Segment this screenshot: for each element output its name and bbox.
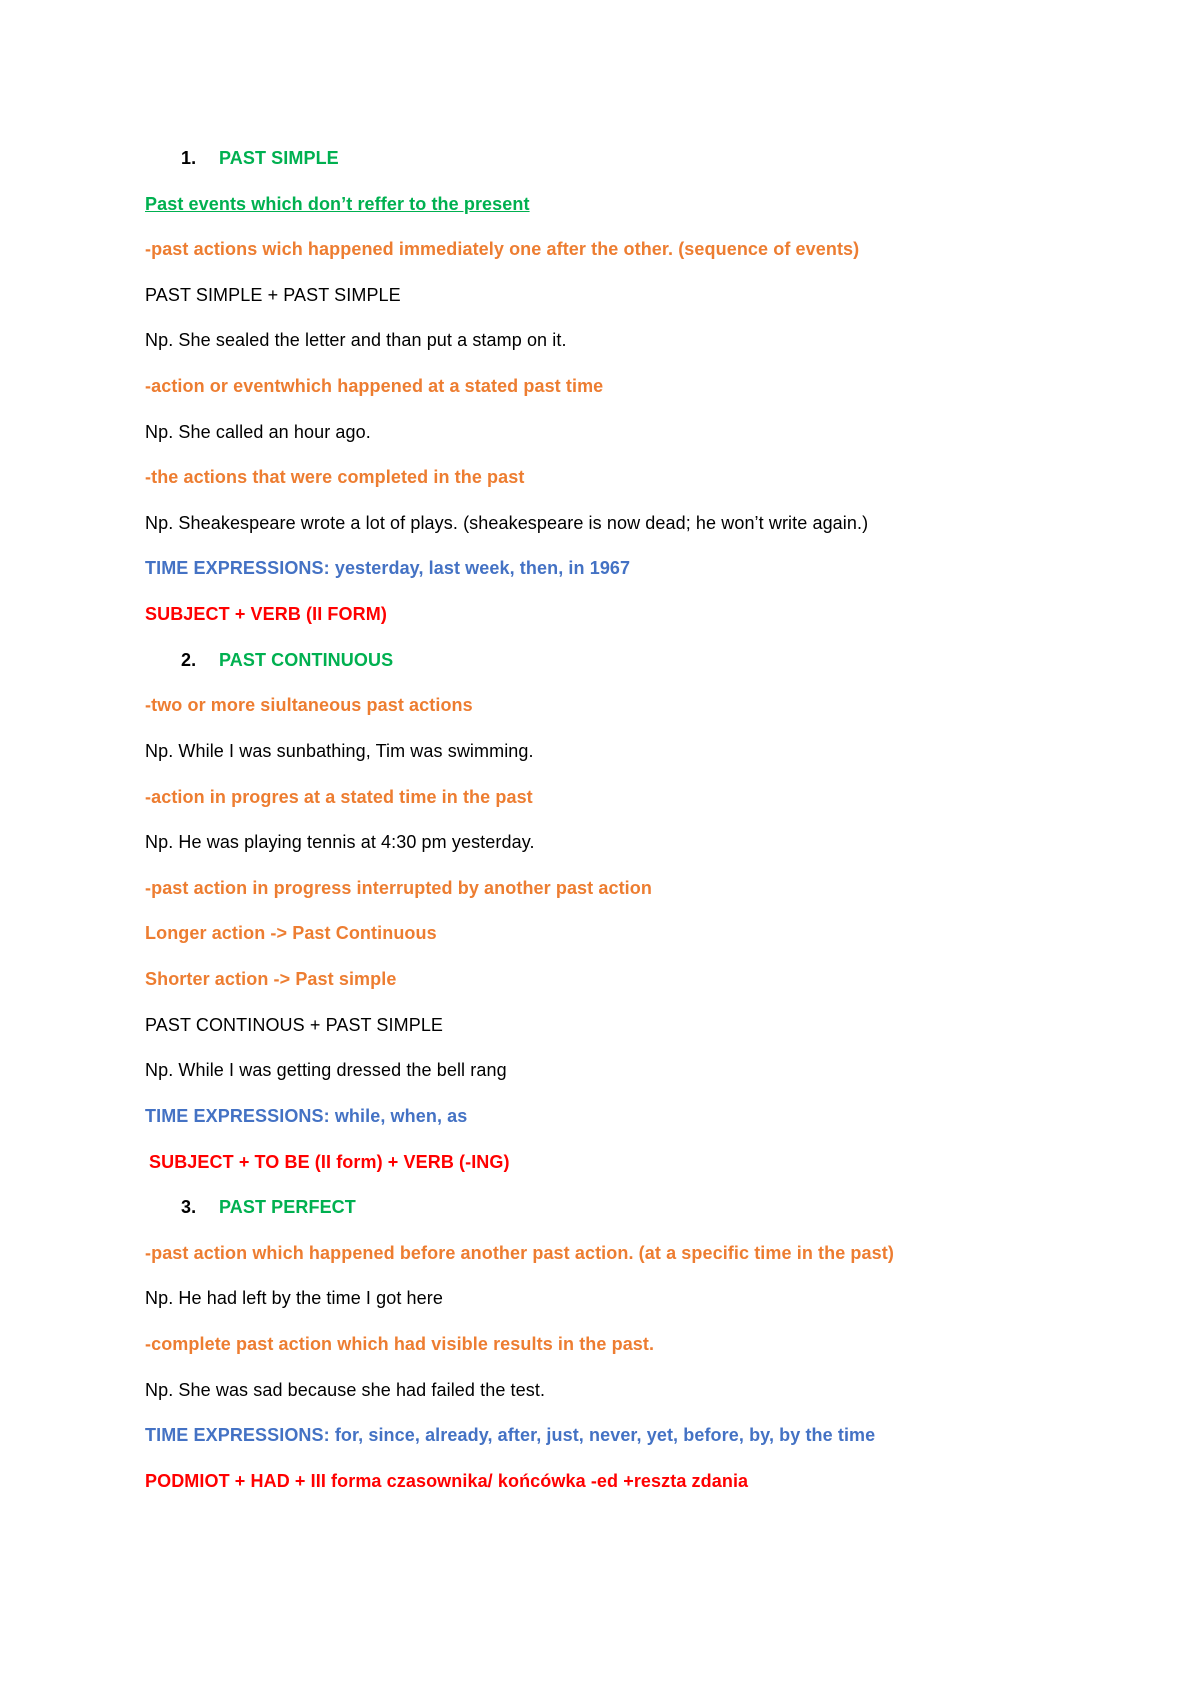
section-title: PAST SIMPLE (219, 148, 339, 168)
section-number: 2. (181, 650, 197, 670)
formula: SUBJECT + VERB (II FORM) (145, 604, 387, 624)
section-number: 1. (181, 148, 197, 168)
example-sentence: Np. While I was sunbathing, Tim was swimming. (145, 741, 534, 761)
usage-rule: -past actions wich happened immediately one after the other. (sequence of events) (145, 239, 860, 259)
example-sentence: Np. He had left by the time I got here (145, 1288, 443, 1308)
section-heading-past-continuous (181, 648, 393, 672)
section-title: PAST CONTINUOUS (219, 650, 394, 670)
formula: SUBJECT + TO BE (II form) + VERB (-ING) (149, 1152, 510, 1172)
structure-line: PAST CONTINOUS + PAST SIMPLE (145, 1015, 444, 1035)
example-sentence: Np. She was sad because she had failed the test. (145, 1380, 546, 1400)
time-expressions: TIME EXPRESSIONS: while, when, as (145, 1106, 468, 1126)
definition-line: Past events which don’t reffer to the present (145, 194, 530, 214)
structure-line: PAST SIMPLE + PAST SIMPLE (145, 285, 401, 305)
example-sentence: Np. She called an hour ago. (145, 422, 371, 442)
usage-rule: -complete past action which had visible results in the past. (145, 1334, 655, 1354)
example-sentence: Np. She sealed the letter and than put a stamp on it. (145, 330, 567, 350)
time-expressions: TIME EXPRESSIONS: for, since, already, after, just, never, yet, before, by, by the time (145, 1425, 876, 1445)
time-expressions: TIME EXPRESSIONS: yesterday, last week, then, in 1967 (145, 558, 631, 578)
section-heading-past-perfect (181, 1195, 356, 1219)
section-heading-past-simple (181, 146, 339, 170)
section-title: PAST PERFECT (219, 1197, 356, 1217)
example-sentence: Np. While I was getting dressed the bell rang (145, 1060, 507, 1080)
formula: PODMIOT + HAD + III forma czasownika/ końcówka -ed +reszta zdania (145, 1471, 749, 1491)
example-sentence: Np. Sheakespeare wrote a lot of plays. (sheakespeare is now dead; he won’t write again.) (145, 513, 869, 533)
usage-rule: -past action in progress interrupted by another past action (145, 878, 652, 898)
usage-rule: -action or eventwhich happened at a stated past time (145, 376, 604, 396)
usage-rule: -action in progres at a stated time in the past (145, 787, 533, 807)
usage-rule: Shorter action -> Past simple (145, 969, 397, 989)
usage-rule: -two or more siultaneous past actions (145, 695, 473, 715)
usage-rule: -the actions that were completed in the past (145, 467, 525, 487)
section-number: 3. (181, 1197, 197, 1217)
example-sentence: Np. He was playing tennis at 4:30 pm yesterday. (145, 832, 535, 852)
usage-rule: Longer action -> Past Continuous (145, 923, 437, 943)
usage-rule: -past action which happened before another past action. (at a specific time in the past) (145, 1243, 894, 1263)
